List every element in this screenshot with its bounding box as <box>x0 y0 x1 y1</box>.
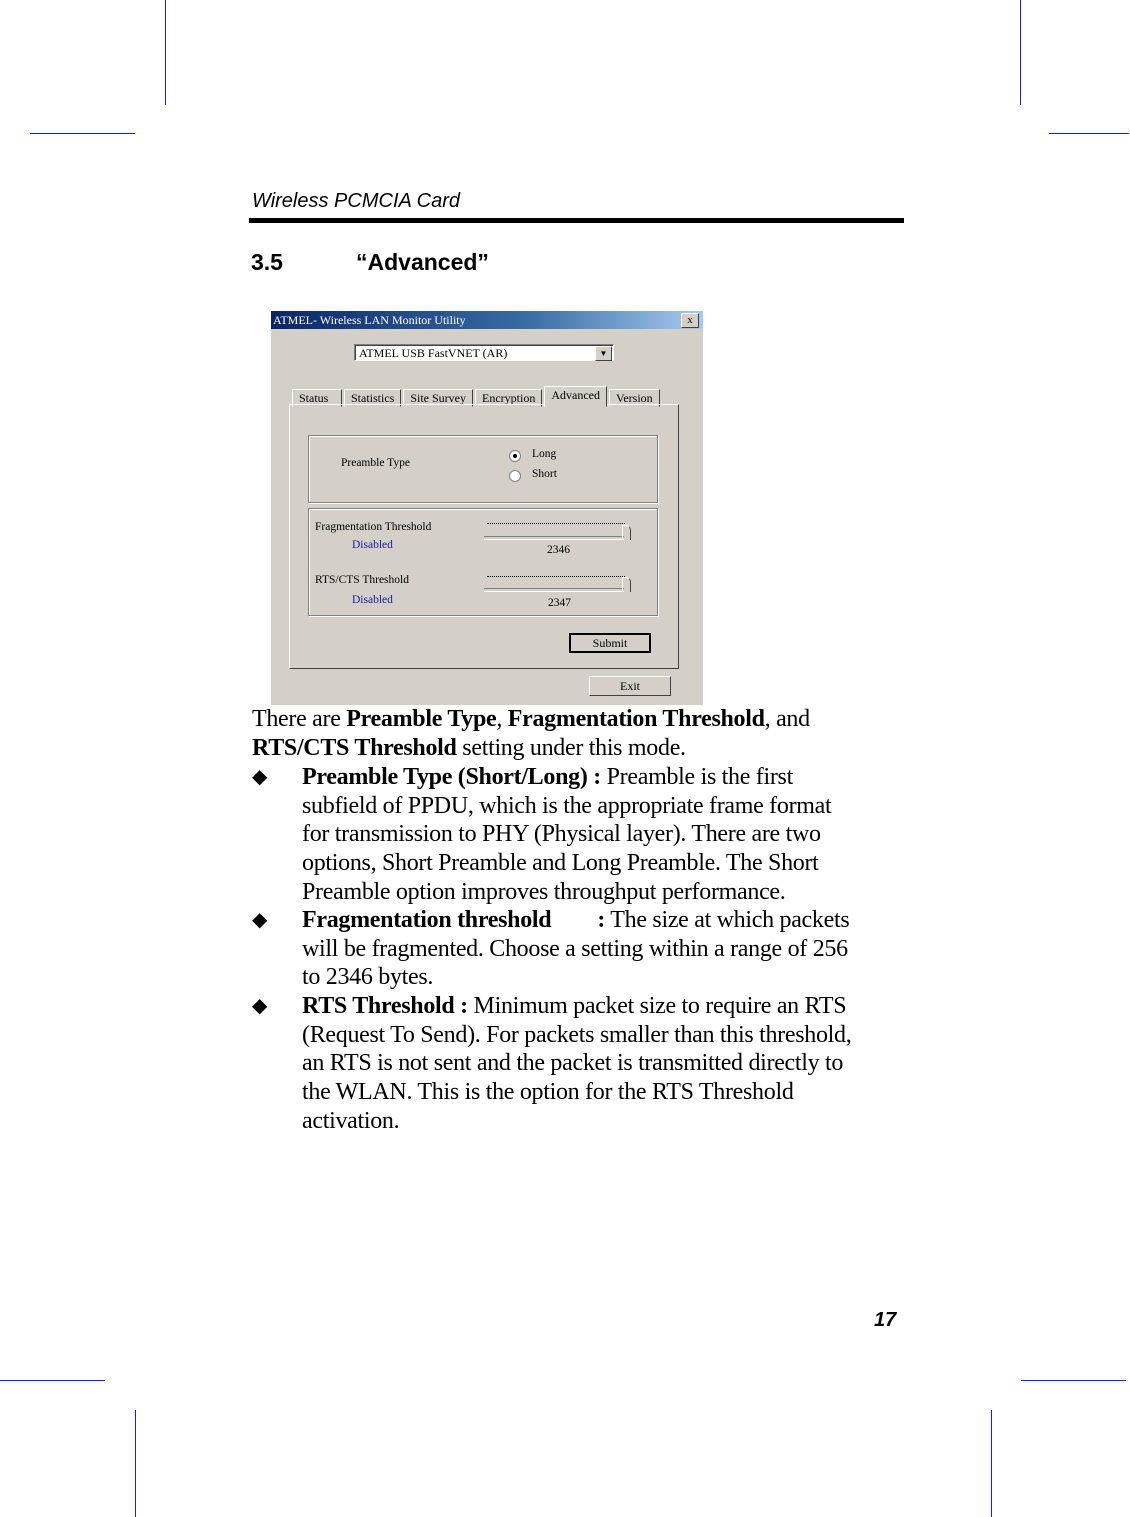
page-number: 17 <box>874 1309 897 1331</box>
tab-encryption[interactable]: Encryption <box>475 389 542 407</box>
intro-paragraph <box>252 705 852 762</box>
diamond-bullet-icon: ◆ <box>252 909 268 931</box>
crop-mark <box>1020 0 1021 105</box>
section-title: “Advanced” <box>356 249 489 275</box>
fragmentation-value: 2346 <box>547 544 570 556</box>
bullet-text: The size at which packets will be fragmented. Choose a setting within a range of 256 to 2346 bytes. <box>302 907 850 991</box>
bullet-preamble <box>252 763 864 907</box>
fragmentation-status: Disabled <box>352 539 393 551</box>
preamble-short-label: Short <box>532 468 557 480</box>
bullet-rts <box>252 992 864 1136</box>
section-number: 3.5 <box>251 249 283 275</box>
crop-mark <box>165 0 166 105</box>
adapter-select[interactable] <box>354 344 614 361</box>
bullet-term-colon: : <box>597 907 606 933</box>
header-rule <box>249 218 904 223</box>
submit-button[interactable]: Submit <box>569 633 651 653</box>
rts-slider[interactable] <box>484 588 624 592</box>
threshold-group <box>308 508 658 616</box>
crop-mark <box>1021 1380 1126 1381</box>
tab-advanced[interactable]: Advanced <box>544 386 607 407</box>
rts-label: RTS/CTS Threshold <box>315 574 409 586</box>
monitor-utility-dialog <box>271 311 703 705</box>
preamble-label: Preamble Type <box>341 457 410 469</box>
preamble-group <box>308 435 658 503</box>
crop-mark <box>1049 133 1129 134</box>
close-icon[interactable]: x <box>681 313 699 328</box>
tab-statistics[interactable]: Statistics <box>344 389 401 407</box>
fragmentation-slider-thumb[interactable] <box>622 525 631 540</box>
fragmentation-slider[interactable] <box>484 536 624 540</box>
advanced-panel <box>289 404 679 669</box>
tab-site-survey[interactable]: Site Survey <box>403 389 473 407</box>
diamond-bullet-icon: ◆ <box>252 995 268 1017</box>
window-title: ATMEL- Wireless LAN Monitor Utility <box>273 313 466 327</box>
preamble-long-label: Long <box>532 448 557 460</box>
bullet-term: RTS Threshold : <box>302 993 468 1019</box>
crop-mark <box>135 1410 136 1517</box>
intro-text: setting under this mode. <box>456 734 686 761</box>
crop-mark <box>30 133 135 134</box>
adapter-value: ATMEL USB FastVNET (AR) <box>359 346 508 360</box>
intro-term: Fragmentation Threshold <box>507 706 765 732</box>
intro-term: Preamble Type <box>346 706 497 732</box>
crop-mark <box>991 1410 992 1517</box>
rts-status: Disabled <box>352 594 393 606</box>
preamble-short-radio[interactable] <box>509 470 521 482</box>
tab-bar <box>292 387 662 405</box>
fragmentation-label: Fragmentation Threshold <box>315 521 432 533</box>
intro-term: RTS/CTS Threshold <box>252 734 457 761</box>
bullet-fragmentation <box>252 906 864 992</box>
bullet-term: Preamble Type (Short/Long) : <box>302 764 601 790</box>
tab-version[interactable]: Version <box>609 389 660 407</box>
diamond-bullet-icon: ◆ <box>252 766 268 788</box>
intro-text: There are <box>252 706 347 732</box>
bullet-text: Preamble is the first subfield of PPDU, which is the appropriate frame format for transmission to PHY (Physical layer). There are two options, Short Preamble and Long Preamble. The Short Preamble option improves throughput performance. <box>302 764 832 905</box>
rts-value: 2347 <box>548 597 571 609</box>
crop-mark <box>0 1380 105 1381</box>
chevron-down-icon[interactable]: ▼ <box>595 346 612 361</box>
bullet-text: Minimum packet size to require an RTS (Request To Send). For packets smaller than this threshold, an RTS is not sent and the packet is transmitted directly to the WLAN. This is the option for the RTS Threshold activation. <box>302 993 852 1134</box>
slider-ticks <box>487 576 625 580</box>
preamble-long-radio[interactable] <box>509 450 521 462</box>
exit-button[interactable]: Exit <box>589 676 671 696</box>
slider-ticks <box>487 523 625 527</box>
intro-text: , and <box>764 706 810 732</box>
title-bar <box>271 311 703 329</box>
intro-text: , <box>496 706 508 732</box>
rts-slider-thumb[interactable] <box>622 577 631 592</box>
running-header: Wireless PCMCIA Card <box>252 190 460 212</box>
bullet-term: Fragmentation threshold <box>302 907 552 933</box>
tab-status[interactable]: Status <box>292 389 342 407</box>
